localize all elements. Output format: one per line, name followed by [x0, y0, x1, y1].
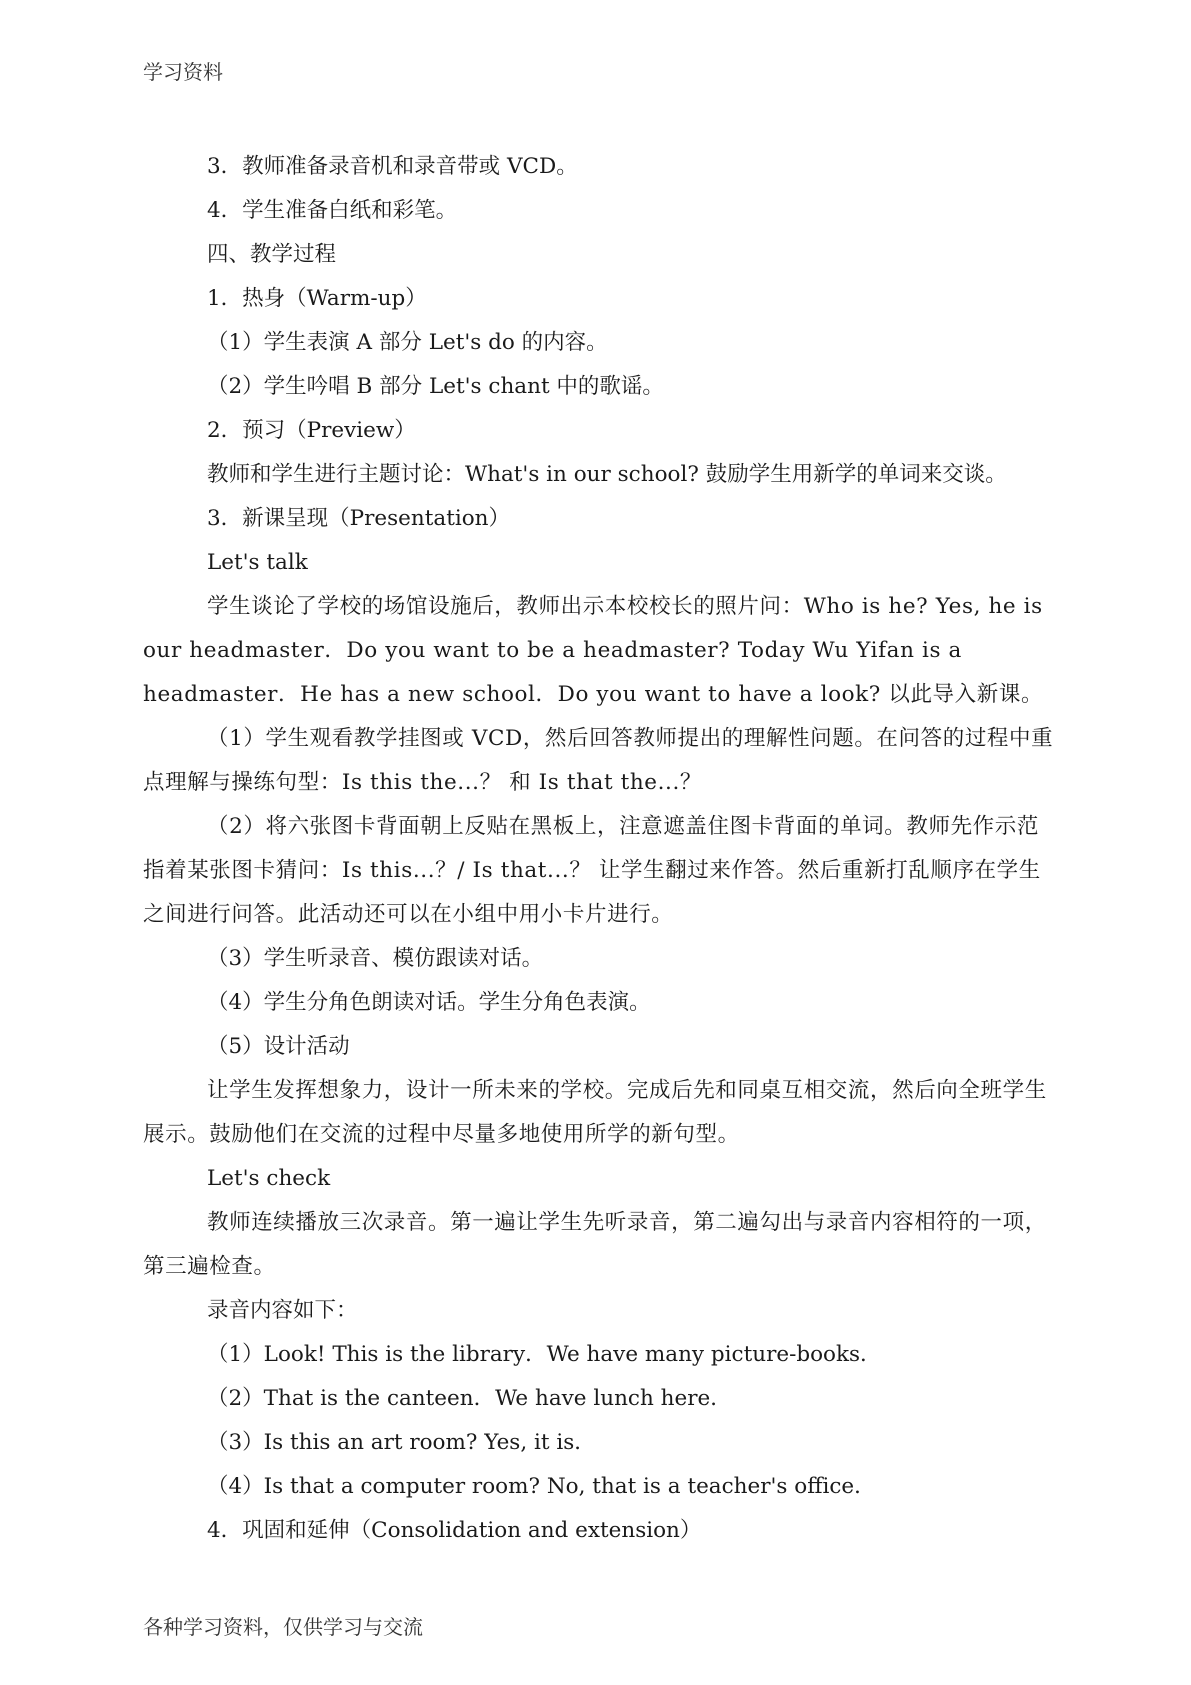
page-footer: 各种学习资料，仅供学习与交流	[143, 1615, 423, 1639]
paragraph-title: Let's talk	[207, 550, 308, 575]
subsection-heading: 2．预习（Preview）	[207, 418, 416, 443]
list-item: （4）学生分角色朗读对话。学生分角色表演。	[207, 990, 651, 1015]
subsection-heading: 3．新课呈现（Presentation）	[207, 506, 511, 531]
list-item: （2）学生吟唱 B 部分 Let's chant 中的歌谣。	[207, 374, 664, 399]
list-item: （2）That is the canteen．We have lunch here．	[207, 1386, 732, 1411]
list-item: （4）Is that a computer room? No, that is a teacher's office．	[207, 1474, 876, 1499]
subsection-heading: 4．巩固和延伸（Consolidation and extension）	[207, 1518, 702, 1543]
paragraph: 学生谈论了学校的场馆设施后，教师出示本校校长的照片问：Who is he? Yes, he is our headmaster．Do you want to be a headmaster? Today Wu Yifan is a headmaster．He has a new school．Do you want to have a look? 以此导入新课。	[143, 594, 1044, 707]
list-item: （5）设计活动	[207, 1034, 350, 1059]
paragraph: （1）学生观看教学挂图或 VCD，然后回答教师提出的理解性问题。在问答的过程中重点理解与操练句型：Is this the...？ 和 Is that the...？	[143, 726, 1054, 795]
list-item: （3）学生听录音、模仿跟读对话。	[207, 946, 544, 971]
section-heading: 四、教学过程	[207, 242, 337, 267]
paragraph: 4．学生准备白纸和彩笔。	[207, 198, 458, 223]
paragraph: （2）将六张图卡背面朝上反贴在黑板上，注意遮盖住图卡背面的单词。教师先作示范指着某张图卡猜问：Is this...？/ Is that...？ 让学生翻过来作答。然后重新打乱顺序在学生之间进行问答。此活动还可以在小组中用小卡片进行。	[143, 814, 1041, 927]
list-item: （3）Is this an art room? Yes, it is．	[207, 1430, 596, 1455]
document-body	[143, 145, 1055, 1553]
paragraph: 教师和学生进行主题讨论：What's in our school? 鼓励学生用新学的单词来交谈。	[207, 462, 1007, 487]
list-item: （1）学生表演 A 部分 Let's do 的内容。	[207, 330, 608, 355]
paragraph: 3．教师准备录音机和录音带或 VCD。	[207, 154, 578, 179]
paragraph: 教师连续播放三次录音。第一遍让学生先听录音，第二遍勾出与录音内容相符的一项，第三遍检查。	[143, 1210, 1047, 1279]
subsection-heading: 1．热身（Warm-up）	[207, 286, 427, 311]
page-header: 学习资料	[143, 60, 223, 84]
paragraph-title: Let's check	[207, 1166, 331, 1191]
paragraph: 让学生发挥想象力，设计一所未来的学校。完成后先和同桌互相交流，然后向全班学生展示。鼓励他们在交流的过程中尽量多地使用所学的新句型。	[143, 1078, 1047, 1147]
paragraph: 录音内容如下：	[207, 1298, 358, 1323]
list-item: （1）Look! This is the library．We have many picture-books．	[207, 1342, 882, 1367]
